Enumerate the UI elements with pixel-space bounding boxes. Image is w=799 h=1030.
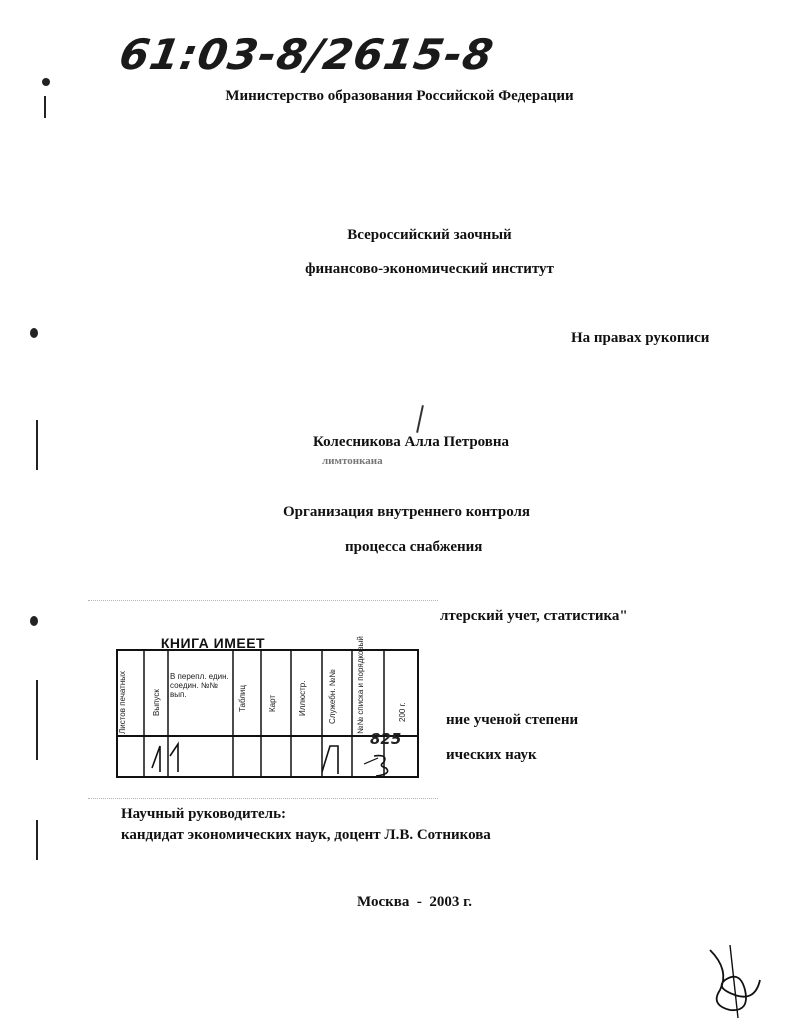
stamp-col-issue: Выпуск: [152, 689, 161, 716]
stamp-col-service-numbers: Служебн. №№: [328, 669, 337, 724]
stamp-col-binding: В перепл. един. соедин. №№ вып.: [170, 672, 229, 699]
scan-mark: [42, 78, 50, 86]
institute-line-1: Всероссийский заочный: [347, 227, 512, 243]
specialty-fragment: лтерский учет, статистика": [440, 608, 628, 624]
scan-mark: [36, 420, 38, 470]
archive-code: 61:03-8/2615-8: [115, 30, 498, 79]
author-pen-stroke: [416, 405, 424, 433]
stamp-col-tables: Таблиц: [238, 685, 247, 712]
signature: [700, 940, 770, 1020]
stamp-col-list-numbers: №№ списка и порядковый: [356, 636, 365, 734]
degree-fragment-2: ических наук: [446, 747, 537, 763]
author-name: Колесникова Алла Петровна: [313, 434, 510, 450]
stamp-col-maps: Карт: [268, 694, 277, 712]
faint-overprint: лимтонкаиа: [322, 455, 383, 467]
scan-mark: [36, 820, 38, 860]
stamp-col-illustrations: Иллюстр.: [298, 680, 307, 716]
stamp-title: КНИГА ИМЕЕТ: [160, 635, 266, 651]
city-year: Москва - 2003 г.: [357, 894, 472, 910]
institute-line-2: финансово-экономический институт: [305, 261, 554, 277]
stamp-handwritten-number: 825: [370, 730, 402, 748]
degree-fragment-1: ние ученой степени: [446, 712, 579, 728]
scan-mark: [30, 328, 38, 338]
ministry-name: Министерство образования Российской Федерации: [225, 88, 574, 104]
supervisor-name: кандидат экономических наук, доцент Л.В. Сотникова: [121, 827, 491, 843]
label-border-top: [88, 600, 438, 601]
thesis-title-line-2: процесса снабжения: [345, 539, 483, 555]
scan-mark: [30, 616, 38, 626]
supervisor-label: Научный руководитель:: [121, 806, 286, 822]
stamp-col-sheets: Листов печатных: [118, 670, 127, 734]
label-border-bottom: [88, 798, 438, 799]
stamp-col-year: 200 г.: [398, 702, 407, 722]
thesis-title-line-1: Организация внутреннего контроля: [283, 504, 531, 520]
manuscript-rights: На правах рукописи: [571, 330, 710, 346]
scan-mark: [36, 680, 38, 760]
